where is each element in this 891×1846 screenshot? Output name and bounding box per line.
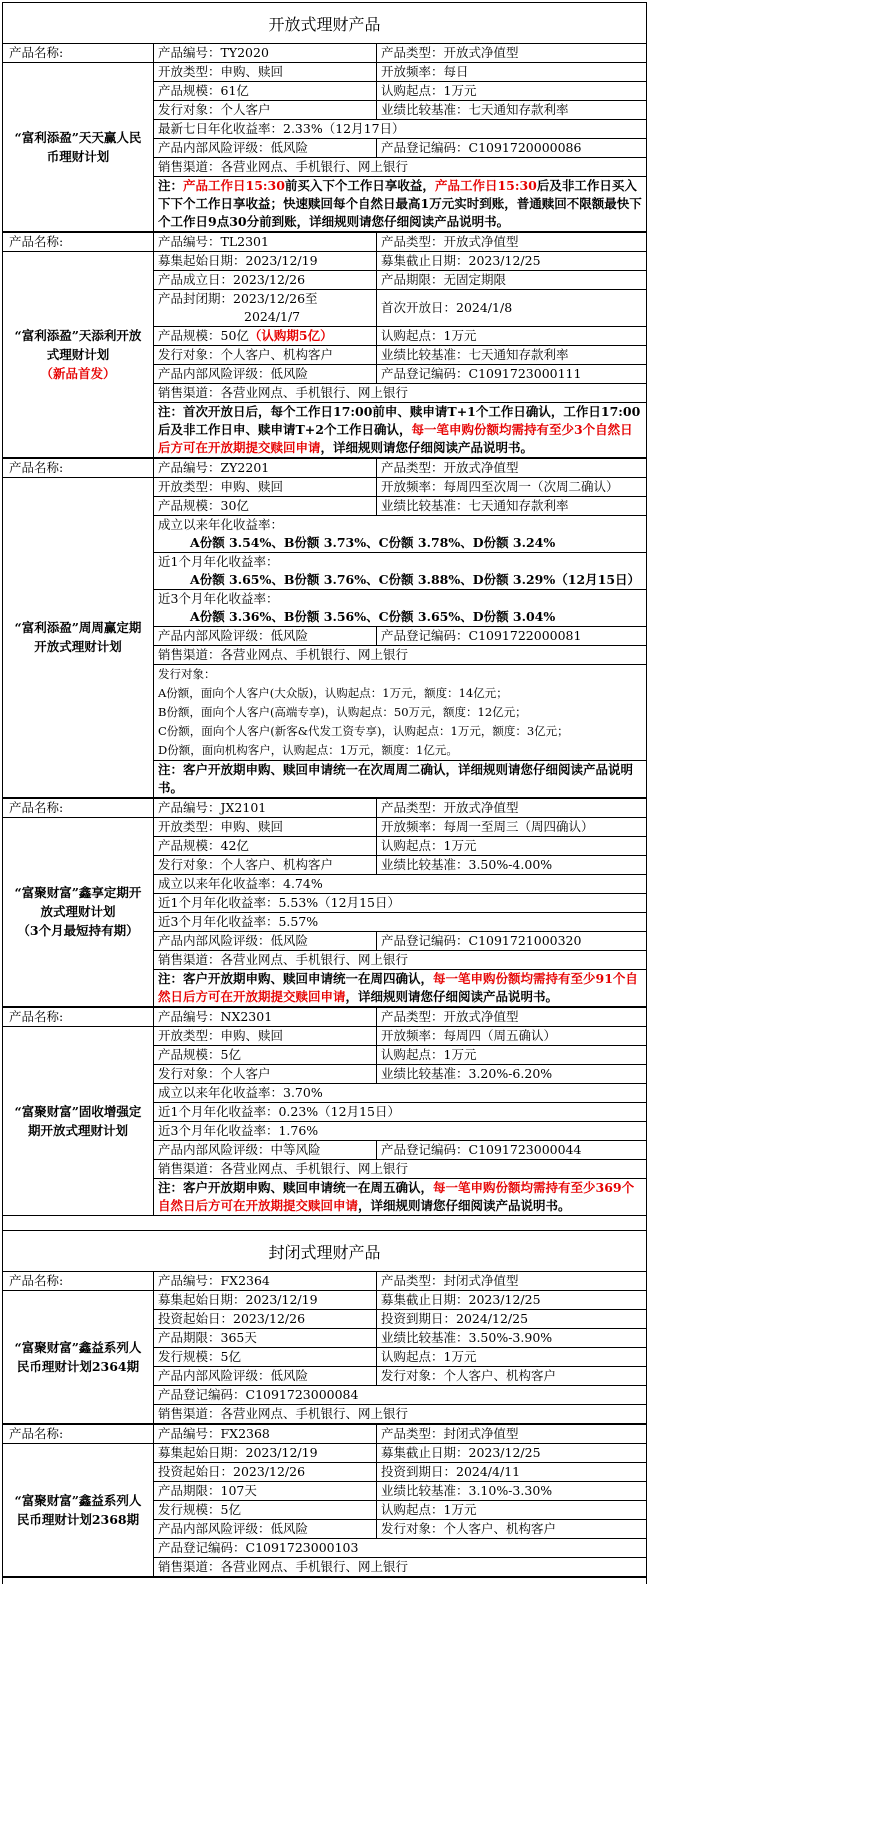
open-frequency: 开放频率：每周四（周五确认） bbox=[377, 1027, 647, 1046]
three-month-yield: 近3个月年化收益率：1.76% bbox=[154, 1122, 647, 1141]
product-name: “富聚财富”固收增强定期开放式理财计划 bbox=[14, 1103, 142, 1138]
yield-values: A份额 3.65%、B份额 3.76%、C份额 3.88%、D份额 3.29%（12月15日） bbox=[190, 572, 641, 587]
product-name: “富利添盈”天天赢人民币理财计划 bbox=[14, 129, 142, 164]
target-label: 发行对象： bbox=[158, 667, 216, 681]
investment-start-date: 投资起始日：2023/12/26 bbox=[154, 1463, 377, 1482]
registration-code: 产品登记编码：C1091723000111 bbox=[377, 365, 647, 384]
share-class-d: D份额，面向机构客户，认购起点：1万元，额度：1亿元。 bbox=[158, 743, 458, 757]
sales-channel: 销售渠道：各营业网点、手机银行、网上银行 bbox=[154, 384, 647, 403]
product-code: 产品编号：ZY2201 bbox=[154, 459, 377, 478]
sales-channel: 销售渠道：各营业网点、手机银行、网上银行 bbox=[154, 646, 647, 665]
note-highlight: 产品工作日15:30 bbox=[434, 178, 537, 193]
note-text: 前买入下个工作日享收益， bbox=[284, 178, 435, 193]
risk-rating: 产品内部风险评级：低风险 bbox=[154, 1367, 377, 1386]
product-name-cell bbox=[3, 799, 154, 1007]
registration-code: 产品登记编码：C1091720000086 bbox=[377, 139, 647, 158]
target-clients: 发行对象：个人客户 bbox=[154, 1065, 377, 1084]
product-scale: 产品规模：42亿 bbox=[154, 837, 377, 856]
registration-code: 产品登记编码：C1091723000084 bbox=[154, 1386, 647, 1405]
product-note bbox=[154, 970, 647, 1007]
product-table-tl2301 bbox=[2, 232, 647, 458]
product-code: 产品编号：FX2368 bbox=[154, 1425, 377, 1444]
seven-day-yield: 最新七日年化收益率：2.33%（12月17日） bbox=[154, 120, 647, 139]
note-text: ，详细规则请您仔细阅读产品说明书。 bbox=[320, 440, 534, 455]
benchmark: 业绩比较基准：3.50%-4.00% bbox=[377, 856, 647, 875]
note-text: 注：客户开放期申购、赎回申请统一在周五确认， bbox=[158, 1180, 434, 1195]
note-text: 后及非工作日买入下下个工作日享收益；快速赎回每个自然日最高1万元实时到账，普通赎回不限额最快下个工作日9点30分前到账，详细规则请您仔细阅读产品说明书。 bbox=[158, 178, 642, 229]
product-type: 产品类型：封闭式净值型 bbox=[377, 1425, 647, 1444]
sales-channel: 销售渠道：各营业网点、手机银行、网上银行 bbox=[154, 1405, 647, 1424]
open-frequency: 开放频率：每周一至周三（周四确认） bbox=[377, 818, 647, 837]
target-clients: 发行对象：个人客户 bbox=[154, 101, 377, 120]
product-name-cell bbox=[3, 459, 154, 798]
one-month-yield: 近1个月年化收益率：5.53%（12月15日） bbox=[154, 894, 647, 913]
product-name-label: 产品名称: bbox=[3, 1008, 153, 1027]
product-name-label: 产品名称: bbox=[3, 233, 153, 252]
target-clients: 发行对象：个人客户、机构客户 bbox=[154, 346, 377, 365]
product-scale: 产品规模：30亿 bbox=[154, 497, 377, 516]
closed-period-end: 2024/1/7 bbox=[244, 309, 301, 324]
product-scale: 产品规模：5亿 bbox=[154, 1046, 377, 1065]
note-highlight: 每一笔申购份额均需持有至少3个自然日后方可在开放期提交赎回申请 bbox=[158, 422, 633, 455]
risk-rating: 产品内部风险评级：低风险 bbox=[154, 365, 377, 384]
raise-start-date: 募集起始日期：2023/12/19 bbox=[154, 1291, 377, 1310]
product-table-nx2301 bbox=[2, 1007, 647, 1216]
issue-scale: 发行规模：5亿 bbox=[154, 1501, 377, 1520]
risk-rating: 产品内部风险评级：低风险 bbox=[154, 139, 377, 158]
product-scale bbox=[154, 327, 377, 346]
product-note bbox=[154, 177, 647, 232]
open-frequency: 开放频率：每周四至次周一（次周二确认） bbox=[377, 478, 647, 497]
yield-label: 近1个月年化收益率： bbox=[158, 554, 279, 569]
since-inception-yield: 成立以来年化收益率：3.70% bbox=[154, 1084, 647, 1103]
benchmark: 业绩比较基准：3.20%-6.20% bbox=[377, 1065, 647, 1084]
yield-label: 成立以来年化收益率： bbox=[158, 517, 284, 532]
product-type: 产品类型：开放式净值型 bbox=[377, 1008, 647, 1027]
registration-code: 产品登记编码：C1091722000081 bbox=[377, 627, 647, 646]
since-inception-yield bbox=[154, 516, 647, 553]
establish-date: 产品成立日：2023/12/26 bbox=[154, 271, 377, 290]
closed-period-start: 产品封闭期：2023/12/26至 bbox=[158, 291, 318, 306]
benchmark: 业绩比较基准：3.10%-3.30% bbox=[377, 1482, 647, 1501]
product-term: 产品期限：107天 bbox=[154, 1482, 377, 1501]
registration-code: 产品登记编码：C1091721000320 bbox=[377, 932, 647, 951]
since-inception-yield: 成立以来年化收益率：4.74% bbox=[154, 875, 647, 894]
one-month-yield: 近1个月年化收益率：0.23%（12月15日） bbox=[154, 1103, 647, 1122]
min-subscription: 认购起点：1万元 bbox=[377, 1046, 647, 1065]
risk-rating: 产品内部风险评级：低风险 bbox=[154, 1520, 377, 1539]
note-text: 注：客户开放期申购、赎回申请统一在周四确认， bbox=[158, 971, 434, 986]
product-type: 产品类型：开放式净值型 bbox=[377, 44, 647, 63]
product-name-label: 产品名称: bbox=[3, 1272, 153, 1291]
product-table-fx2368 bbox=[2, 1424, 647, 1577]
product-name-cell bbox=[3, 1008, 154, 1216]
note-text: ，详细规则请您仔细阅读产品说明书。 bbox=[358, 1198, 571, 1213]
yield-values: A份额 3.54%、B份额 3.73%、C份额 3.78%、D份额 3.24% bbox=[190, 535, 556, 550]
open-type: 开放类型：申购、赎回 bbox=[154, 818, 377, 837]
raise-end-date: 募集截止日期：2023/12/25 bbox=[377, 252, 647, 271]
target-clients: 发行对象：个人客户、机构客户 bbox=[377, 1520, 647, 1539]
note-text: 注：首次开放日后，每个工作日17:00前申、赎申请T+1个工作日确认，工作日17:00后及非工作日申、赎申请T+2个工作日确认， bbox=[158, 404, 641, 437]
three-month-yield bbox=[154, 590, 647, 627]
product-name-label: 产品名称: bbox=[3, 44, 153, 63]
open-type: 开放类型：申购、赎回 bbox=[154, 63, 377, 82]
scale-value: 产品规模：50亿 bbox=[158, 328, 249, 343]
raise-end-date: 募集截止日期：2023/12/25 bbox=[377, 1291, 647, 1310]
product-table-fx2364 bbox=[2, 1271, 647, 1424]
product-code: 产品编号：TL2301 bbox=[154, 233, 377, 252]
share-classes bbox=[154, 665, 647, 761]
product-code: 产品编号：FX2364 bbox=[154, 1272, 377, 1291]
registration-code: 产品登记编码：C1091723000103 bbox=[154, 1539, 647, 1558]
min-subscription: 认购起点：1万元 bbox=[377, 1501, 647, 1520]
product-name: “富聚财富”鑫享定期开放式理财计划 bbox=[14, 885, 142, 919]
target-clients: 发行对象：个人客户、机构客户 bbox=[377, 1367, 647, 1386]
raise-end-date: 募集截止日期：2023/12/25 bbox=[377, 1444, 647, 1463]
truncated-row bbox=[2, 1577, 647, 1584]
first-open-date: 首次开放日：2024/1/8 bbox=[377, 290, 647, 327]
product-name-cell bbox=[3, 44, 154, 232]
sales-channel: 销售渠道：各营业网点、手机银行、网上银行 bbox=[154, 158, 647, 177]
closed-section-title: 封闭式理财产品 bbox=[2, 1230, 647, 1271]
product-name-cell bbox=[3, 1272, 154, 1424]
risk-rating: 产品内部风险评级：中等风险 bbox=[154, 1141, 377, 1160]
sales-channel: 销售渠道：各营业网点、手机银行、网上银行 bbox=[154, 951, 647, 970]
section-gap bbox=[2, 1216, 647, 1230]
product-term: 产品期限：365天 bbox=[154, 1329, 377, 1348]
open-type: 开放类型：申购、赎回 bbox=[154, 1027, 377, 1046]
product-name-label: 产品名称: bbox=[3, 459, 153, 478]
yield-label: 近3个月年化收益率： bbox=[158, 591, 279, 606]
product-name: “富聚财富”鑫益系列人民币理财计划2364期 bbox=[14, 1339, 142, 1374]
open-type: 开放类型：申购、赎回 bbox=[154, 478, 377, 497]
target-clients: 发行对象：个人客户、机构客户 bbox=[154, 856, 377, 875]
product-code: 产品编号：NX2301 bbox=[154, 1008, 377, 1027]
product-code: 产品编号：TY2020 bbox=[154, 44, 377, 63]
min-subscription: 认购起点：1万元 bbox=[377, 837, 647, 856]
product-table-zy2201 bbox=[2, 458, 647, 798]
new-product-tag: （新品首发） bbox=[40, 365, 116, 381]
three-month-yield: 近3个月年化收益率：5.57% bbox=[154, 913, 647, 932]
closed-period bbox=[154, 290, 377, 327]
product-table-jx2101 bbox=[2, 798, 647, 1007]
product-code: 产品编号：JX2101 bbox=[154, 799, 377, 818]
raise-start-date: 募集起始日期：2023/12/19 bbox=[154, 1444, 377, 1463]
investment-start-date: 投资起始日：2023/12/26 bbox=[154, 1310, 377, 1329]
product-note bbox=[154, 403, 647, 458]
share-class-a: A份额，面向个人客户(大众版)，认购起点：1万元，额度：14亿元； bbox=[158, 686, 508, 700]
scale-note: （认购期5亿） bbox=[248, 328, 333, 343]
product-term: 产品期限：无固定期限 bbox=[377, 271, 647, 290]
product-name-cell bbox=[3, 233, 154, 458]
product-type: 产品类型：开放式净值型 bbox=[377, 459, 647, 478]
product-name-label: 产品名称: bbox=[3, 799, 153, 818]
note-highlight: 产品工作日15:30 bbox=[183, 178, 285, 193]
product-name-label: 产品名称: bbox=[3, 1425, 153, 1444]
product-scale: 产品规模：61亿 bbox=[154, 82, 377, 101]
raise-start-date: 募集起始日期：2023/12/19 bbox=[154, 252, 377, 271]
registration-code: 产品登记编码：C1091723000044 bbox=[377, 1141, 647, 1160]
min-subscription: 认购起点：1万元 bbox=[377, 82, 647, 101]
product-type: 产品类型：开放式净值型 bbox=[377, 799, 647, 818]
min-subscription: 认购起点：1万元 bbox=[377, 1348, 647, 1367]
one-month-yield bbox=[154, 553, 647, 590]
note-highlight: 每一笔申购份额均需持有至少91个自然日后方可在开放期提交赎回申请 bbox=[158, 971, 638, 1004]
share-class-b: B份额，面向个人客户(高端专享)，认购起点：50万元，额度：12亿元； bbox=[158, 705, 527, 719]
yield-values: A份额 3.36%、B份额 3.56%、C份额 3.65%、D份额 3.04% bbox=[190, 609, 556, 624]
product-name-cell bbox=[3, 1425, 154, 1577]
risk-rating: 产品内部风险评级：低风险 bbox=[154, 932, 377, 951]
min-subscription: 认购起点：1万元 bbox=[377, 327, 647, 346]
note-highlight: 每一笔申购份额均需持有至少369个自然日后方可在开放期提交赎回申请 bbox=[158, 1180, 635, 1213]
benchmark: 业绩比较基准：七天通知存款利率 bbox=[377, 497, 647, 516]
product-sheet bbox=[2, 2, 647, 1584]
risk-rating: 产品内部风险评级：低风险 bbox=[154, 627, 377, 646]
note-text: ，详细规则请您仔细阅读产品说明书。 bbox=[345, 989, 559, 1004]
investment-end-date: 投资到期日：2024/12/25 bbox=[377, 1310, 647, 1329]
benchmark: 业绩比较基准：七天通知存款利率 bbox=[377, 346, 647, 365]
product-name: “富利添盈”天添利开放式理财计划 bbox=[14, 327, 142, 362]
issue-scale: 发行规模：5亿 bbox=[154, 1348, 377, 1367]
sales-channel: 销售渠道：各营业网点、手机银行、网上银行 bbox=[154, 1160, 647, 1179]
open-section-title: 开放式理财产品 bbox=[2, 2, 647, 43]
open-frequency: 开放频率：每日 bbox=[377, 63, 647, 82]
product-note bbox=[154, 1179, 647, 1216]
product-type: 产品类型：开放式净值型 bbox=[377, 233, 647, 252]
holding-period-tag: （3个月最短持有期） bbox=[17, 923, 139, 938]
sales-channel: 销售渠道：各营业网点、手机银行、网上银行 bbox=[154, 1558, 647, 1577]
note-prefix: 注： bbox=[158, 178, 184, 193]
product-note: 注：客户开放期申购、赎回申请统一在次周周二确认，详细规则请您仔细阅读产品说明书。 bbox=[154, 761, 647, 798]
product-type: 产品类型：封闭式净值型 bbox=[377, 1272, 647, 1291]
investment-end-date: 投资到期日：2024/4/11 bbox=[377, 1463, 647, 1482]
benchmark: 业绩比较基准：七天通知存款利率 bbox=[377, 101, 647, 120]
product-name: “富聚财富”鑫益系列人民币理财计划2368期 bbox=[14, 1492, 142, 1527]
benchmark: 业绩比较基准：3.50%-3.90% bbox=[377, 1329, 647, 1348]
product-table-ty2020 bbox=[2, 43, 647, 232]
product-name: “富利添盈”周周赢定期开放式理财计划 bbox=[14, 620, 142, 654]
share-class-c: C份额，面向个人客户(新客&代发工资专享)，认购起点：1万元，额度：3亿元； bbox=[158, 724, 569, 738]
